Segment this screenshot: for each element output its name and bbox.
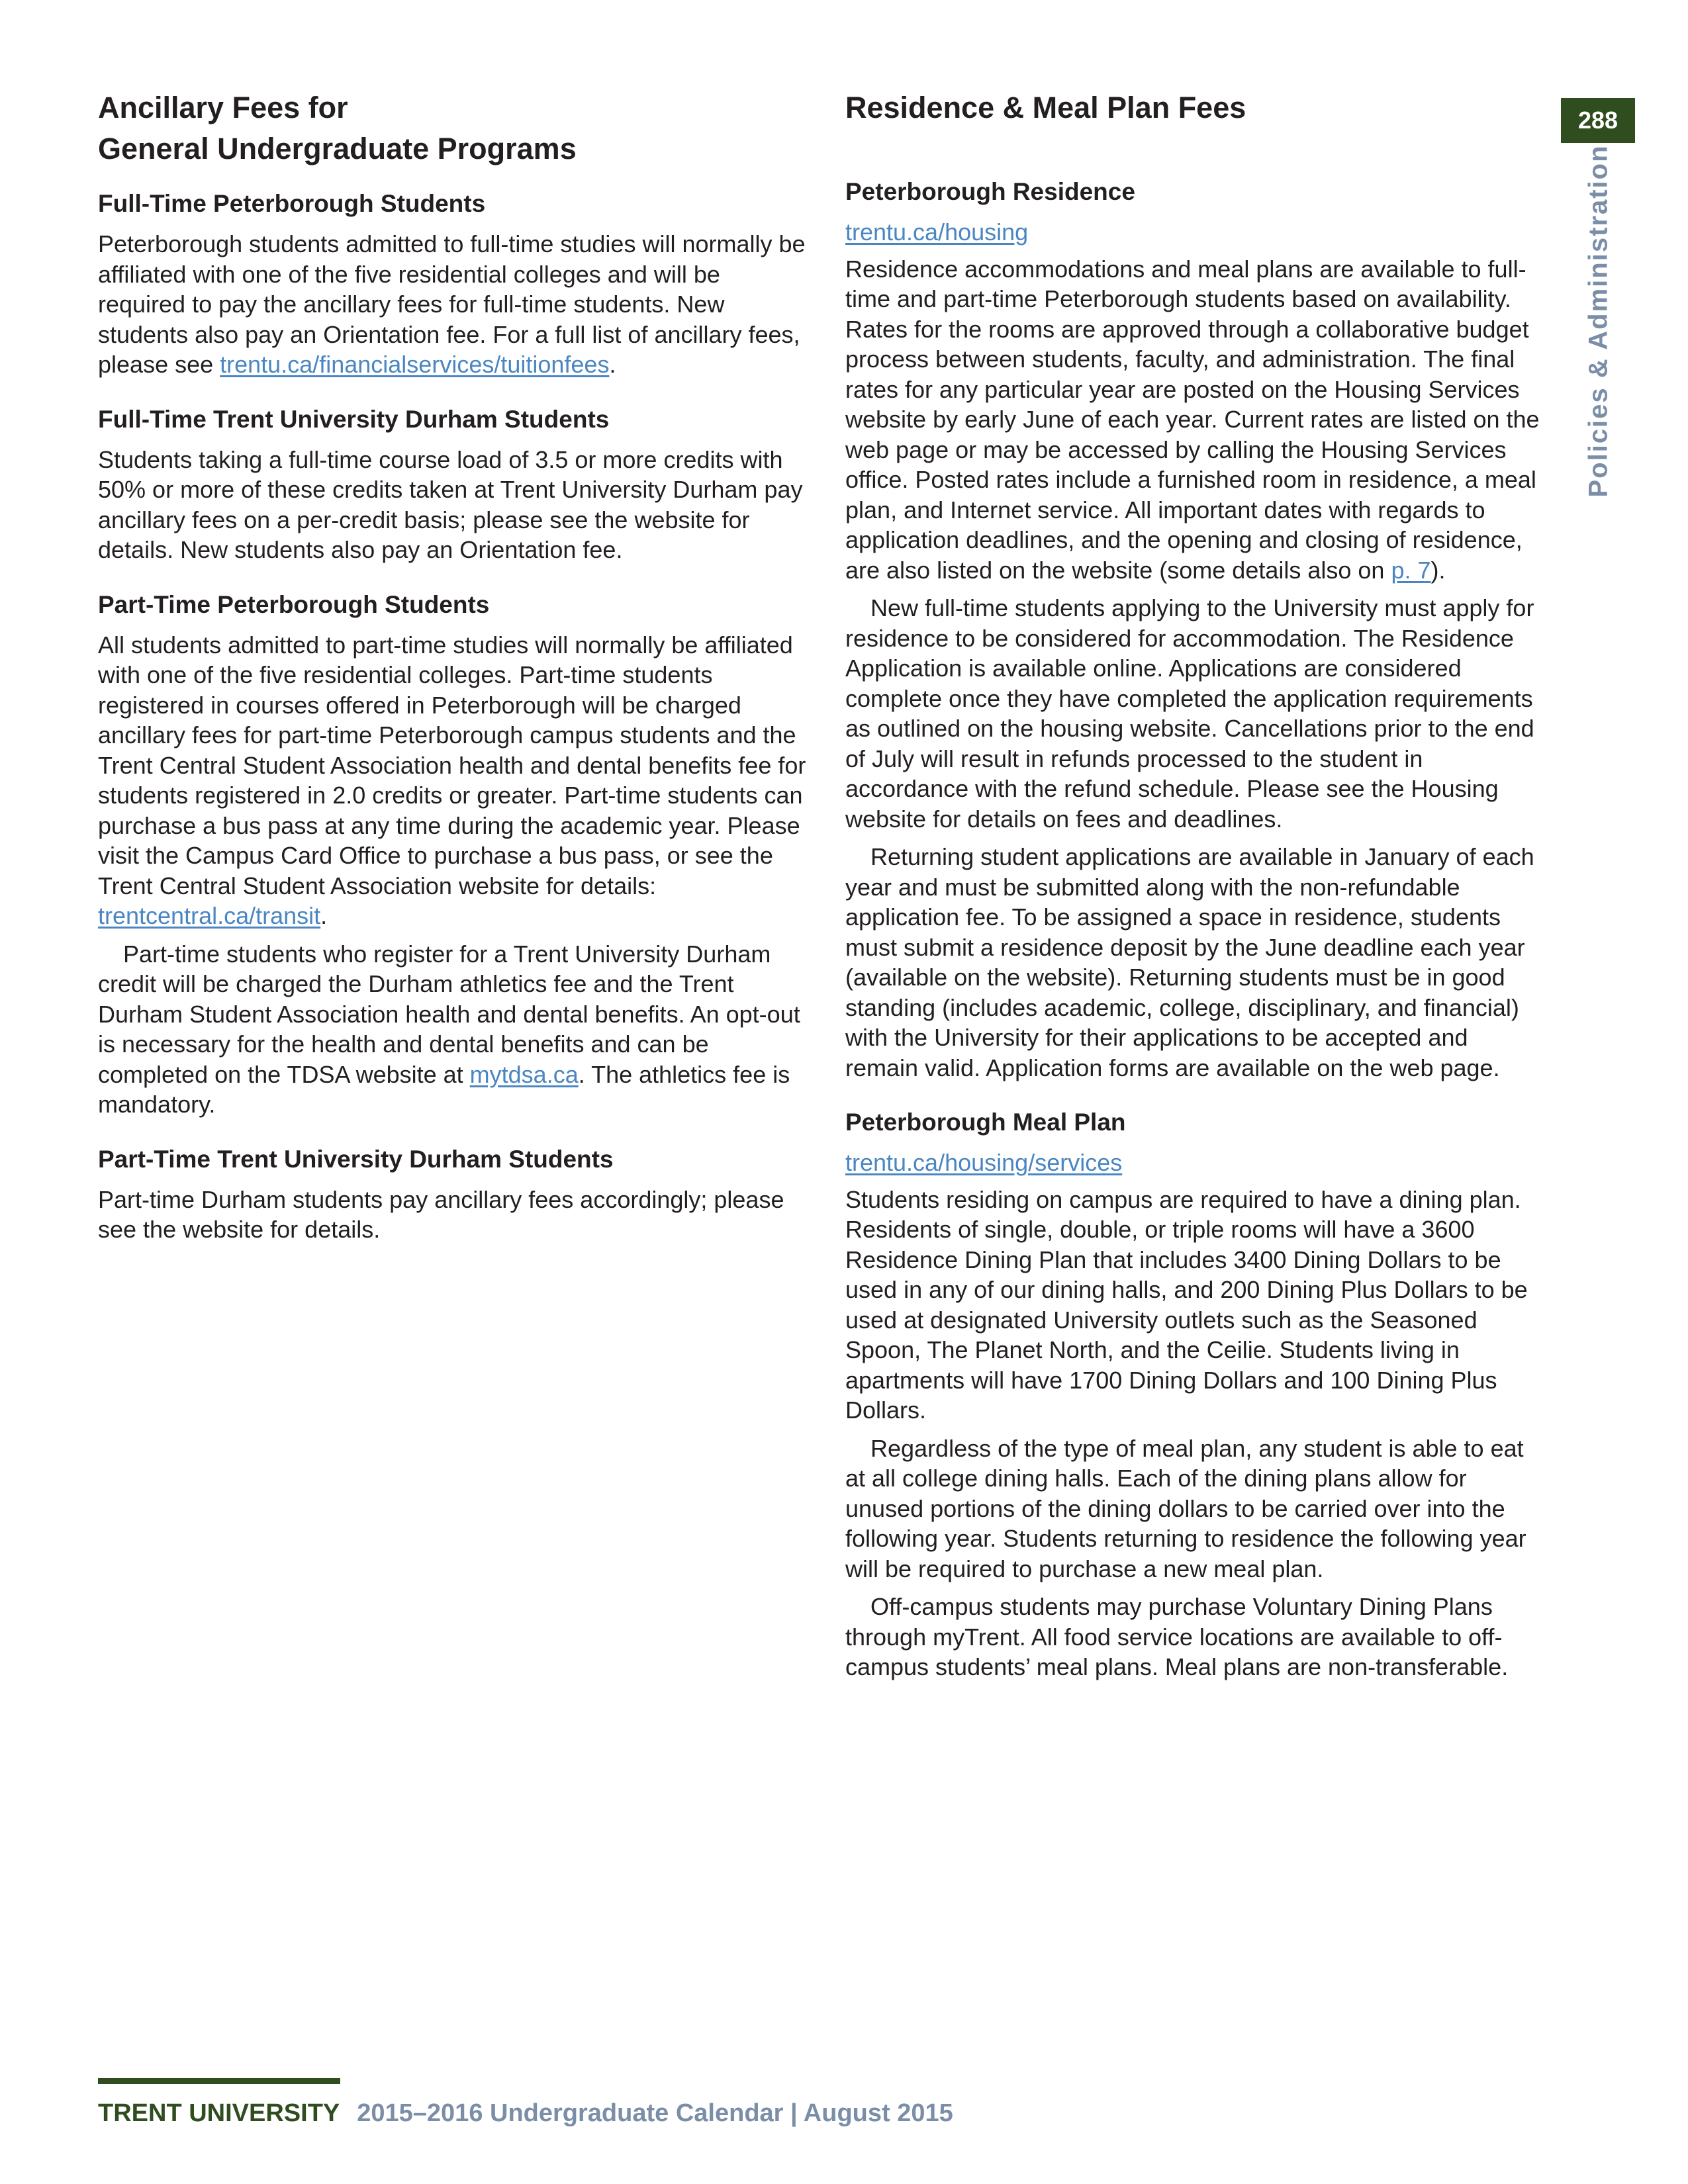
section-paragraph: Students residing on campus are required to have a dining plan. Residents of single, double, or triple rooms will have a 3600 Residence Dining Plan that includes 3400 Dining Dollars to be used in any of our dining halls, and 200 Dining Plus Dollars to be used at designated University outlets such as the Seasoned Spoon, The Planet North, and the Ceilie. Students living in apartments will have 1700 Dining Dollars and 100 Dining Plus Dollars. — [845, 1185, 1528, 1424]
section-paragraph — [98, 229, 806, 380]
section-paragraph: New full-time students applying to the University must apply for residence to be considered for accommodation. The Residence Application is available online. Applications are considered complete once they have completed the application requirements as outlined on the housing website. Cancellations prior to the end of July will result in refunds processed to the student in accordance with the refund schedule. Please see the Housing website for details on fees and deadlines. — [845, 594, 1534, 833]
section-paragraph: Returning student applications are available in January of each year and must be submitted along with the non-refundable application fee. To be assigned a space in residence, students must submit a residence deposit by the June deadline each year (available on the website). Returning students must be in good standing (includes academic, college, disciplinary, and financial) with the University for their applications to be accepted and remain valid. Application forms are available on the web page. — [845, 843, 1534, 1081]
section-paragraph: Regardless of the type of meal plan, any student is able to eat at all college dining halls. Each of the dining plans allow for unused portions of the dining dollars to be carried over into the following year. Students returning to residence the following year will be required to purchase a new meal plan. — [845, 1434, 1526, 1582]
paragraph-tail: . The athletics fee is mandatory. — [98, 1060, 790, 1118]
tuitionfees-link[interactable]: trentu.ca/financialservices/tuitionfees — [220, 351, 610, 378]
paragraph-tail: . — [609, 351, 616, 378]
page-footer — [98, 2099, 953, 2128]
section-heading: Full-Time Peterborough Students — [98, 190, 486, 217]
right-column — [845, 87, 1544, 1697]
section-heading: Part-Time Peterborough Students — [98, 590, 490, 618]
peterborough-residence-section — [845, 176, 1544, 1083]
peterborough-meal-plan-section — [845, 1107, 1544, 1682]
housing-link[interactable]: trentu.ca/housing — [845, 218, 1029, 246]
section-paragraph — [845, 254, 1544, 586]
section-paragraph: Off-campus students may purchase Voluntary Dining Plans through myTrent. All food service locations are available to off-campus students’ meal plans. Meal plans are non-transferable. — [845, 1593, 1509, 1680]
ancillary-fees-title — [98, 87, 806, 169]
section-heading: Full-Time Trent University Durham Students — [98, 405, 610, 433]
residence-meal-title: Residence & Meal Plan Fees — [845, 91, 1246, 124]
paragraph-text: Residence accommodations and meal plans are available to full-time and part-time Peterborough students based on availability. Rates for the rooms are approved through a collaborative budget process between students, faculty, and administration. The final rates for any particular year are posted on the Housing Services website by early June of each year. Current rates are listed on the web page or may be accessed by calling the Housing Services office. Posted rates include a furnished room in residence, a meal plan, and Internet service. All important dates with regards to application deadlines, and the opening and closing of residence, are also listed on the website (some details also on — [845, 255, 1540, 584]
paragraph-text: All students admitted to part-time studies will normally be affiliated with one of the five residential colleges. Part-time students registered in courses offered in Peterborough will be charged ancillary fees for part-time Peterborough campus students and the Trent Central Student Association health and dental benefits fee for students registered in 2.0 credits or greater. Part-time students can purchase a bus pass at any time during the academic year. Please visit the Campus Card Office to purchase a bus pass, or see the Trent Central Student Association website for details: — [98, 631, 806, 899]
transit-link[interactable]: trentcentral.ca/transit — [98, 902, 321, 929]
housing-services-link-line — [845, 1148, 1544, 1178]
paragraph-tail: ). — [1430, 556, 1446, 584]
paragraph-text: Peterborough students admitted to full-time studies will normally be affiliated with one of the five residential colleges and will be required to pay the ancillary fees for full-time students. New students also pay an Orientation fee. For a full list of ancillary fees, please see — [98, 230, 806, 378]
page-7-link[interactable]: p. 7 — [1391, 556, 1431, 584]
title-line-2: General Undergraduate Programs — [98, 132, 577, 165]
section-paragraph — [98, 630, 806, 931]
section-heading: Peterborough Residence — [845, 178, 1135, 205]
footer-calendar-info: 2015–2016 Undergraduate Calendar | August 2015 — [357, 2099, 953, 2127]
page-number-badge: 288 — [1561, 98, 1635, 143]
section-heading: Peterborough Meal Plan — [845, 1109, 1126, 1136]
part-time-peterborough-section — [98, 589, 806, 1120]
paragraph-text: Part-time students who register for a Trent University Durham credit will be charged the Durham athletics fee and the Trent Durham Student Association health and dental benefits. An opt-out is necessary for the health and dental benefits and can be completed on the TDSA website at — [98, 940, 800, 1088]
section-heading: Part-Time Trent University Durham Students — [98, 1145, 614, 1173]
footer-brand: TRENT UNIVERSITY — [98, 2099, 340, 2127]
full-time-durham-section — [98, 404, 806, 565]
section-side-label: Policies & Administration — [1583, 144, 1613, 498]
footer-rule — [98, 2078, 340, 2084]
full-time-peterborough-section — [98, 188, 806, 380]
housing-link-line — [845, 217, 1544, 248]
housing-services-link[interactable]: trentu.ca/housing/services — [845, 1149, 1123, 1176]
section-paragraph — [98, 939, 806, 1120]
part-time-durham-section — [98, 1144, 806, 1245]
mytdsa-link[interactable]: mytdsa.ca — [469, 1060, 579, 1088]
section-paragraph: Part-time Durham students pay ancillary fees accordingly; please see the website for details. — [98, 1185, 784, 1243]
paragraph-tail: . — [320, 902, 328, 929]
left-column — [98, 87, 806, 1259]
section-paragraph: Students taking a full-time course load of 3.5 or more credits with 50% or more of these credits taken at Trent University Durham pay ancillary fees on a per-credit basis; please see the website for details. New students also pay an Orientation fee. — [98, 445, 803, 563]
title-line-1: Ancillary Fees for — [98, 91, 348, 124]
